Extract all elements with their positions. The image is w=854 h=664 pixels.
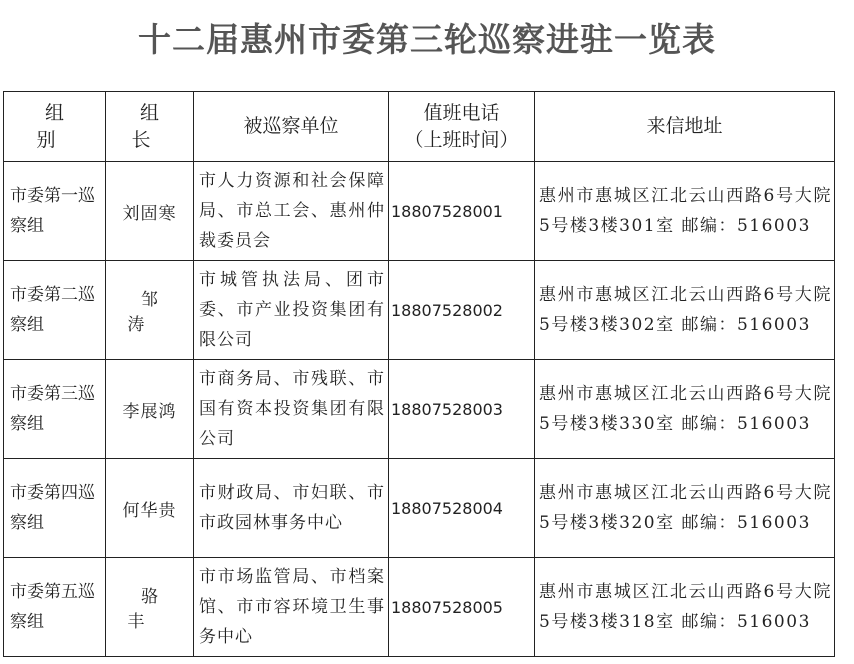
header-units: 被巡察单位 [194, 92, 389, 162]
phone-cell: 18807528002 [389, 261, 535, 360]
units-cell: 市城管执法局、团市委、市产业投资集团有限公司 [194, 261, 389, 360]
table-row [4, 558, 835, 657]
header-leader: 组 长 [106, 92, 194, 162]
header-row [4, 92, 835, 162]
header-phone [389, 92, 535, 162]
leader-cell: 李展鸿 [106, 360, 194, 459]
leader-cell: 何华贵 [106, 459, 194, 558]
group-cell: 市委第一巡察组 [4, 162, 106, 261]
address-cell: 惠州市惠城区江北云山西路6号大院5号楼3楼318室 邮编：516003 [535, 558, 835, 657]
phone-cell: 18807528001 [389, 162, 535, 261]
leader-cell: 刘固寒 [106, 162, 194, 261]
table-row [4, 162, 835, 261]
units-cell: 市财政局、市妇联、市市政园林事务中心 [194, 459, 389, 558]
table-row [4, 459, 835, 558]
group-cell: 市委第四巡察组 [4, 459, 106, 558]
units-cell: 市市场监管局、市档案馆、市市容环境卫生事务中心 [194, 558, 389, 657]
address-cell: 惠州市惠城区江北云山西路6号大院5号楼3楼302室 邮编：516003 [535, 261, 835, 360]
leader-cell: 邹涛 [106, 261, 194, 360]
address-cell: 惠州市惠城区江北云山西路6号大院5号楼3楼330室 邮编：516003 [535, 360, 835, 459]
header-group: 组 别 [4, 92, 106, 162]
group-cell: 市委第五巡察组 [4, 558, 106, 657]
page-title: 十二届惠州市委第三轮巡察进驻一览表 [138, 20, 716, 59]
phone-cell: 18807528003 [389, 360, 535, 459]
table-row [4, 261, 835, 360]
leader-cell: 骆丰 [106, 558, 194, 657]
phone-cell: 18807528004 [389, 459, 535, 558]
address-cell: 惠州市惠城区江北云山西路6号大院5号楼3楼320室 邮编：516003 [535, 459, 835, 558]
header-phone-line1: 值班电话 [423, 101, 500, 124]
units-cell: 市人力资源和社会保障局、市总工会、惠州仲裁委员会 [194, 162, 389, 261]
phone-cell: 18807528005 [389, 558, 535, 657]
inspection-table [3, 91, 835, 657]
group-cell: 市委第二巡察组 [4, 261, 106, 360]
header-phone-line2: （上班时间） [404, 128, 519, 151]
header-address: 来信地址 [535, 92, 835, 162]
address-cell: 惠州市惠城区江北云山西路6号大院5号楼3楼301室 邮编：516003 [535, 162, 835, 261]
units-cell: 市商务局、市残联、市国有资本投资集团有限公司 [194, 360, 389, 459]
group-cell: 市委第三巡察组 [4, 360, 106, 459]
table-row [4, 360, 835, 459]
